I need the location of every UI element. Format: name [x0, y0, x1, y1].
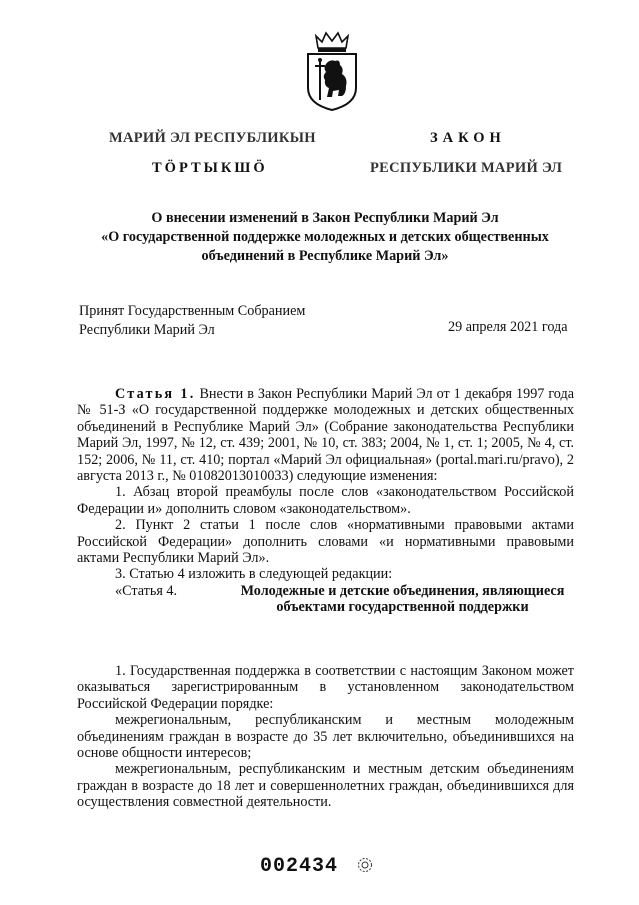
article-4-heading — [77, 583, 574, 616]
article-4-p1: 1. Государственная поддержка в соответствии с настоящим Законом может оказываться зарегистрированным в установленном законодательством Российской Федерации порядке: — [77, 663, 574, 712]
adoption-block — [79, 302, 305, 340]
header-right-line1: ЗАКОН — [430, 130, 506, 146]
article-4-label: «Статья 4. — [115, 582, 178, 599]
article-1 — [77, 386, 574, 616]
article-1-item2: 2. Пункт 2 статьи 1 после слов «нормативными правовыми актами Российской Федерации» дополнить словами «и нормативными правовыми актами Республики Марий Эл». — [77, 517, 574, 567]
adoption-date: 29 апреля 2021 года — [448, 319, 568, 335]
header-left-line2: ТӦРТЫКШӦ — [152, 160, 268, 176]
article-4-p2: межрегиональным, республиканским и местным молодежным объединениям граждан в возрасте до 35 лет включительно, объединившихся на основе общности интересов; — [77, 712, 574, 762]
serial-number: 002434 — [260, 855, 339, 878]
law-title-line3: объединений в Республике Марий Эл» — [201, 248, 449, 264]
article-1-label: Статья 1. — [115, 386, 196, 402]
article-1-item3: 3. Статью 4 изложить в следующей редакции: — [115, 566, 393, 583]
article-4-body — [77, 663, 574, 811]
header-left-line1: МАРИЙ ЭЛ РЕСПУБЛИКЫН — [109, 130, 316, 146]
coat-of-arms-icon — [302, 30, 362, 112]
header-right-line2: РЕСПУБЛИКИ МАРИЙ ЭЛ — [370, 160, 563, 176]
adoption-line1: Принят Государственным Собранием — [79, 303, 306, 319]
adoption-line2: Республики Марий Эл — [79, 322, 215, 338]
article-4-p3: межрегиональным, республиканским и местным детским объединениям граждан в возрасте до 18 лет и совершеннолетних граждан, объединившихся для осуществления совместной деятельности. — [77, 761, 574, 811]
ornament-icon — [356, 856, 374, 874]
law-title-line1: О внесении изменений в Закон Республики Марий Эл — [151, 210, 499, 226]
article-1-item1: 1. Абзац второй преамбулы после слов «законодательством Российской Федерации и» дополнить словом «законодательством». — [77, 484, 574, 517]
law-title-line2: «О государственной поддержке молодежных и детских общественных — [101, 229, 549, 245]
article-4-title: Молодежные и детские объединения, являющиеся объектами государственной поддержки — [240, 582, 565, 616]
law-title — [60, 209, 590, 266]
article-1-text: Внести в Закон Республики Марий Эл от 1 декабря 1997 года № 51-З «О государственной поддержке молодежных и детских общественных объединений в Республике Марий Эл» (Собрание законодательства Республики Марий Эл, 1997, № 12, ст. 439; 2001, № 10, ст. 383; 2004, № 1, ст. 1; 2005, № 4, ст. 152; 2006, № 11, ст. 410; портал «Марий Эл официальная» (portal.mari.ru/pravo), 2 августа 2013 г., № 01082013010033) следующие изменения: — [77, 386, 575, 485]
